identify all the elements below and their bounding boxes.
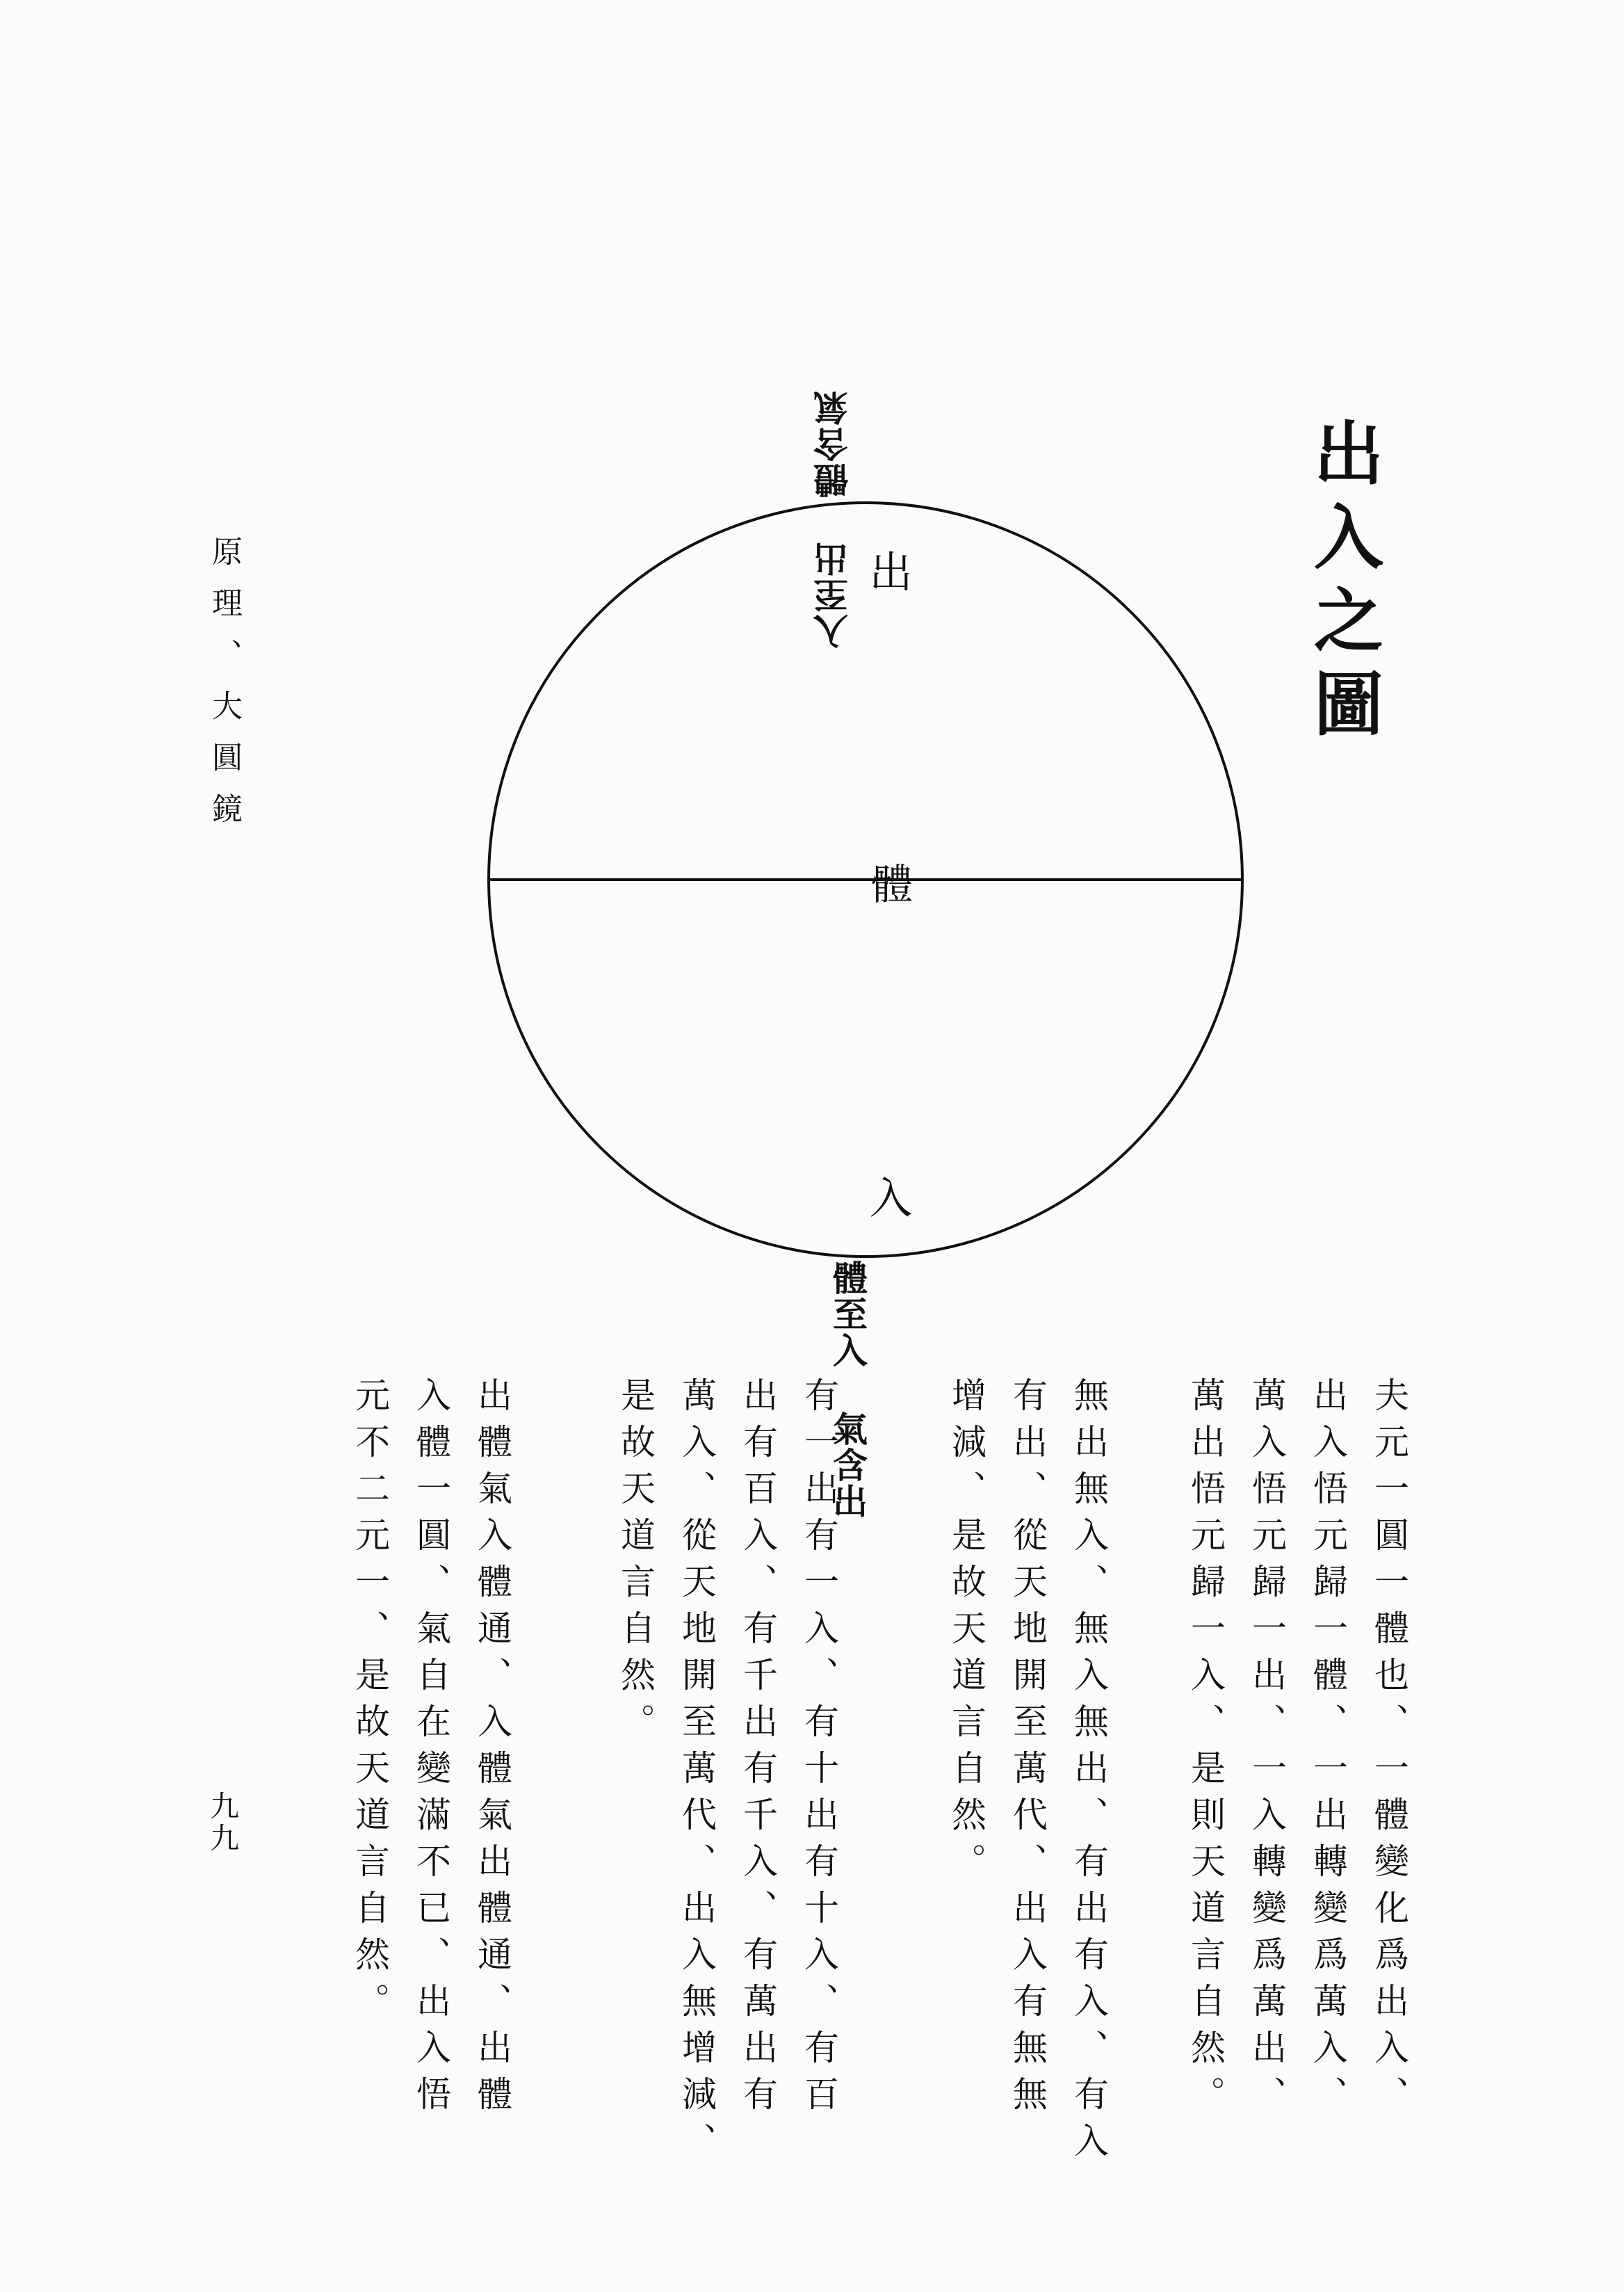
text-column: 萬出悟元歸一入、是則天道言自然。 [1185, 1377, 1226, 2122]
text-column: 有一出有一入、有十出有十入、有百 [799, 1377, 839, 2122]
label-body: 體 [864, 862, 913, 904]
text-column: 夫元一圓一體也、一體變化爲出入、 [1369, 1377, 1409, 2122]
text-column: 元不二元一、是故天道言自然。 [350, 1377, 390, 2029]
text-column: 萬入悟元歸一出、一入轉變爲萬出、 [1247, 1377, 1287, 2122]
text-column: 萬入、從天地開至萬代、出入無增減、 [676, 1377, 717, 2169]
annotation-top [813, 389, 854, 649]
annotation-top-line-1: 入至出 [813, 540, 854, 649]
text-column: 出有百入、有千出有千入、有萬出有 [738, 1377, 778, 2122]
text-column: 有出、從天地開至萬代、出入有無無 [1007, 1377, 1048, 2122]
annotation-bottom-line-1: 體至入 [827, 1260, 868, 1369]
text-column: 出入悟元歸一體、一出轉變爲萬入、 [1308, 1377, 1348, 2122]
text-column: 入體一圓、氣自在變滿不已、出入悟 [411, 1377, 451, 2122]
text-column: 是故天道言自然。 [615, 1377, 656, 1750]
annotation-bottom-line-2: 氣含出 [827, 1411, 868, 1519]
page-number: 九九 [206, 1791, 240, 1855]
text-column: 無出無入、無入無出、有出有入、有入 [1069, 1377, 1109, 2169]
text-column: 出體氣入體通、入體氣出體通、出體 [472, 1377, 512, 2122]
running-head: 原理、大圓鏡 [206, 535, 242, 844]
label-exit: 出 [862, 549, 913, 592]
annotation-top-line-2: 體含氣 [813, 389, 854, 498]
figure-title: 出入之圖 [1302, 417, 1384, 751]
label-enter: 入 [862, 1175, 913, 1218]
text-column: 增減、是故天道言自然。 [946, 1377, 986, 1889]
